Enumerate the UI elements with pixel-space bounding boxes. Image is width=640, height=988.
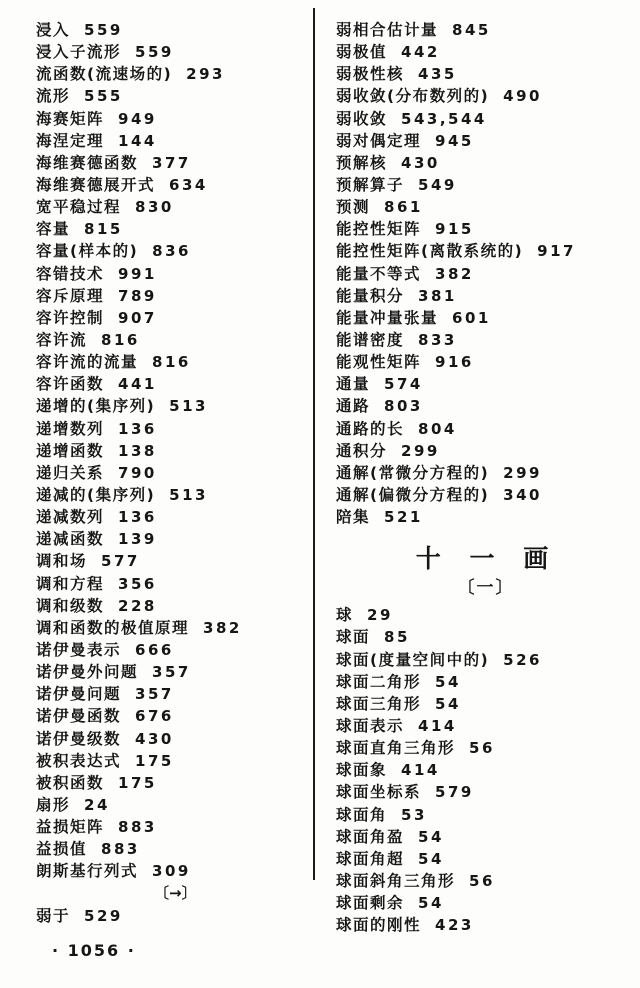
right-column-entries-bottom: [336, 604, 628, 936]
entry-page-number: 357: [135, 685, 174, 704]
entry-term: 调和级数: [36, 596, 105, 615]
entry-term: 球面象: [336, 761, 388, 780]
entry-page-number: 804: [418, 419, 457, 438]
entry-page-number: 430: [401, 153, 440, 172]
index-entry: [36, 152, 304, 174]
page-number: · 1056 ·: [52, 941, 136, 960]
entry-page-number: 816: [152, 353, 191, 372]
index-entry: [336, 759, 628, 781]
entry-term: 扇形: [36, 795, 71, 814]
entry-term: 递减数列: [36, 508, 105, 527]
index-entry: [336, 626, 628, 648]
entry-page-number: 883: [118, 818, 157, 837]
entry-term: 调和方程: [36, 574, 105, 593]
index-entry: [36, 617, 304, 639]
index-entry: [336, 351, 628, 373]
entry-term: 调和函数的极值原理: [36, 618, 190, 637]
entry-page-number: 54: [418, 849, 444, 868]
index-entry: [36, 395, 304, 417]
index-entry: [36, 639, 304, 661]
entry-page-number: 579: [435, 783, 474, 802]
entry-page-number: 559: [84, 21, 123, 39]
index-entry: [36, 440, 304, 462]
index-entry: [36, 484, 304, 506]
index-entry: [36, 750, 304, 772]
index-entry: [36, 506, 304, 528]
index-entry: [36, 351, 304, 373]
index-entry: [336, 108, 628, 130]
entry-page-number: 676: [135, 707, 174, 726]
entry-term: 球面剩余: [336, 894, 405, 913]
index-entry: [336, 870, 628, 892]
index-entry: [336, 373, 628, 395]
entry-term: 球面角盈: [336, 827, 405, 846]
continuation-marker: 〔→〕: [154, 884, 197, 903]
entry-term: 浸入子流形: [36, 43, 122, 62]
index-entry: [36, 63, 304, 85]
index-entry: [36, 683, 304, 705]
index-entry: [336, 130, 628, 152]
entry-term: 容许函数: [36, 375, 105, 394]
entry-page-number: 56: [469, 871, 495, 890]
index-entry: [36, 573, 304, 595]
entry-term: 递归关系: [36, 463, 105, 482]
left-column-entries: [36, 19, 304, 927]
right-column-entries-top: [336, 19, 628, 528]
index-entry: [336, 440, 628, 462]
entry-page-number: 136: [118, 508, 157, 527]
entry-page-number: 991: [118, 264, 157, 283]
entry-page-number: 513: [169, 485, 208, 504]
entry-term: 球面坐标系: [336, 783, 422, 802]
entry-term: 调和场: [36, 552, 88, 571]
entry-page-number: 430: [135, 729, 174, 748]
index-entry: [336, 671, 628, 693]
index-entry: [336, 737, 628, 759]
entry-page-number: 861: [384, 198, 423, 217]
entry-term: 流形: [36, 87, 71, 106]
entry-page-number: 435: [418, 65, 457, 84]
index-entry: [336, 240, 628, 262]
index-entry: [36, 373, 304, 395]
index-entry: [336, 196, 628, 218]
index-entry: [336, 892, 628, 914]
entry-term: 诺伊曼外问题: [36, 663, 139, 682]
entry-term: 容错技术: [36, 264, 105, 283]
index-entry: [336, 604, 628, 626]
entry-term: 朗斯基行列式: [36, 862, 139, 881]
entry-page-number: 441: [118, 375, 157, 394]
entry-term: 海涅定理: [36, 131, 105, 150]
index-entry: [36, 174, 304, 196]
entry-page-number: 139: [118, 530, 157, 549]
entry-term: 能量不等式: [336, 264, 422, 283]
entry-term: 球面表示: [336, 716, 405, 735]
entry-term: 球: [336, 606, 354, 625]
index-entry: [336, 804, 628, 826]
entry-page-number: 490: [503, 87, 542, 106]
entry-page-number: 54: [418, 894, 444, 913]
entry-page-number: 559: [135, 43, 174, 62]
entry-page-number: 529: [84, 906, 123, 925]
entry-page-number: 54: [435, 694, 461, 713]
entry-term: 宽平稳过程: [36, 198, 122, 217]
index-entry: [336, 715, 628, 737]
entry-term: 预解算子: [336, 175, 405, 194]
entry-term: 诺伊曼函数: [36, 707, 122, 726]
entry-page-number: 521: [384, 508, 423, 527]
entry-page-number: 845: [452, 21, 491, 39]
index-entry: [336, 63, 628, 85]
entry-term: 通积分: [336, 441, 388, 460]
entry-term: 球面: [336, 628, 371, 647]
entry-page-number: 907: [118, 308, 157, 327]
index-entry: [36, 196, 304, 218]
entry-page-number: 513: [169, 397, 208, 416]
index-entry: [336, 85, 628, 107]
index-entry: [36, 85, 304, 107]
index-entry: [36, 794, 304, 816]
index-entry: [36, 816, 304, 838]
index-entry: [36, 19, 304, 41]
index-entry: [336, 152, 628, 174]
entry-term: 通解(偏微分方程的): [336, 485, 490, 504]
index-entry: [336, 285, 628, 307]
index-entry: [336, 218, 628, 240]
entry-page-number: 917: [537, 242, 576, 261]
section-header-eleven-strokes: 十一画: [415, 544, 577, 574]
entry-page-number: 526: [503, 650, 542, 669]
entry-term: 弱极性核: [336, 65, 405, 84]
entry-term: 容斥原理: [36, 286, 105, 305]
entry-page-number: 830: [135, 198, 174, 217]
entry-term: 球面的刚性: [336, 916, 422, 935]
index-entry: [36, 263, 304, 285]
entry-term: 弱于: [36, 906, 71, 925]
entry-term: 能控性矩阵(离散系统的): [336, 242, 524, 261]
column-divider: [313, 8, 315, 880]
index-entry: [336, 462, 628, 484]
subsection-header-one: 〔一〕: [457, 578, 515, 599]
entry-term: 递增函数: [36, 441, 105, 460]
entry-term: 球面斜角三角形: [336, 871, 456, 890]
index-entry: [36, 838, 304, 860]
entry-term: 海维赛德函数: [36, 153, 139, 172]
entry-term: 诺伊曼问题: [36, 685, 122, 704]
index-entry: [36, 329, 304, 351]
entry-term: 被积表达式: [36, 751, 122, 770]
index-entry: [36, 462, 304, 484]
entry-page-number: 24: [84, 795, 110, 814]
index-entry: [36, 307, 304, 329]
index-entry: [336, 781, 628, 803]
entry-page-number: 56: [469, 739, 495, 758]
entry-page-number: 634: [169, 175, 208, 194]
entry-term: 诺伊曼表示: [36, 640, 122, 659]
index-entry: [336, 19, 628, 41]
entry-term: 弱相合估计量: [336, 21, 439, 39]
entry-term: 流函数(流速场的): [36, 65, 173, 84]
entry-term: 球面角超: [336, 849, 405, 868]
index-entry: [36, 41, 304, 63]
entry-page-number: 228: [118, 596, 157, 615]
entry-page-number: 136: [118, 419, 157, 438]
entry-page-number: 54: [435, 672, 461, 691]
entry-term: 球面直角三角形: [336, 739, 456, 758]
entry-page-number: 175: [118, 773, 157, 792]
index-entry: [36, 728, 304, 750]
entry-term: 球面(度量空间中的): [336, 650, 490, 669]
entry-page-number: 423: [435, 916, 474, 935]
entry-term: 陪集: [336, 508, 371, 527]
index-entry: [36, 240, 304, 262]
index-entry: [336, 174, 628, 196]
entry-term: 递增数列: [36, 419, 105, 438]
entry-page-number: 138: [118, 441, 157, 460]
entry-page-number: 945: [435, 131, 474, 150]
entry-page-number: 85: [384, 628, 410, 647]
index-entry: [36, 218, 304, 240]
index-entry: [36, 285, 304, 307]
entry-page-number: 381: [418, 286, 457, 305]
entry-term: 海维赛德展开式: [36, 175, 156, 194]
entry-page-number: 949: [118, 109, 157, 128]
entry-page-number: 789: [118, 286, 157, 305]
entry-page-number: 382: [435, 264, 474, 283]
entry-page-number: 299: [401, 441, 440, 460]
entry-page-number: 414: [401, 761, 440, 780]
index-entry: [36, 550, 304, 572]
entry-term: 弱收敛(分布数列的): [336, 87, 490, 106]
entry-term: 容许控制: [36, 308, 105, 327]
entry-term: 弱收敛: [336, 109, 388, 128]
entry-term: 球面三角形: [336, 694, 422, 713]
index-entry: [36, 905, 304, 927]
entry-page-number: 803: [384, 397, 423, 416]
index-entry: [336, 329, 628, 351]
entry-page-number: 357: [152, 663, 191, 682]
entry-page-number: 577: [101, 552, 140, 571]
index-entry: [36, 595, 304, 617]
entry-term: 浸入: [36, 21, 71, 39]
index-entry: [36, 130, 304, 152]
entry-term: 通解(常微分方程的): [336, 463, 490, 482]
entry-term: 递增的(集序列): [36, 397, 156, 416]
entry-term: 能谱密度: [336, 330, 405, 349]
entry-page-number: 883: [101, 840, 140, 859]
entry-page-number: 175: [135, 751, 174, 770]
entry-term: 能量积分: [336, 286, 405, 305]
entry-page-number: 377: [152, 153, 191, 172]
entry-term: 容量(样本的): [36, 242, 139, 261]
index-entry: [36, 108, 304, 130]
index-entry: [336, 506, 628, 528]
index-entry: [336, 484, 628, 506]
entry-page-number: 293: [186, 65, 225, 84]
entry-term: 容许流的流量: [36, 353, 139, 372]
entry-page-number: 309: [152, 862, 191, 881]
left-column: [36, 19, 304, 927]
entry-page-number: 54: [418, 827, 444, 846]
entry-term: 弱对偶定理: [336, 131, 422, 150]
index-entry: [36, 661, 304, 683]
entry-term: 通量: [336, 375, 371, 394]
entry-term: 容量: [36, 220, 71, 239]
entry-term: 通路的长: [336, 419, 405, 438]
index-entry: [336, 395, 628, 417]
index-entry: [36, 528, 304, 550]
entry-page-number: 53: [401, 805, 427, 824]
index-entry: [336, 649, 628, 671]
entry-term: 能控性矩阵: [336, 220, 422, 239]
entry-page-number: 29: [367, 606, 393, 625]
entry-term: 递减的(集序列): [36, 485, 156, 504]
entry-page-number: 340: [503, 485, 542, 504]
entry-page-number: 833: [418, 330, 457, 349]
index-entry: [336, 418, 628, 440]
entry-page-number: 414: [418, 716, 457, 735]
entry-term: 预测: [336, 198, 371, 217]
index-entry: [36, 860, 304, 882]
entry-page-number: 549: [418, 175, 457, 194]
entry-page-number: 574: [384, 375, 423, 394]
entry-page-number: 666: [135, 640, 174, 659]
entry-page-number: 916: [435, 353, 474, 372]
entry-term: 被积函数: [36, 773, 105, 792]
entry-term: 益损矩阵: [36, 818, 105, 837]
entry-page-number: 836: [152, 242, 191, 261]
index-entry: [36, 772, 304, 794]
entry-term: 预解核: [336, 153, 388, 172]
entry-term: 海赛矩阵: [36, 109, 105, 128]
entry-page-number: 382: [203, 618, 242, 637]
entry-page-number: 915: [435, 220, 474, 239]
entry-page-number: 816: [101, 330, 140, 349]
index-entry: [336, 848, 628, 870]
entry-page-number: 356: [118, 574, 157, 593]
index-entry: [336, 826, 628, 848]
index-entry: [336, 914, 628, 936]
entry-page-number: 442: [401, 43, 440, 62]
entry-term: 球面角: [336, 805, 388, 824]
entry-page-number: 815: [84, 220, 123, 239]
entry-term: 能量冲量张量: [336, 308, 439, 327]
entry-term: 球面二角形: [336, 672, 422, 691]
entry-term: 通路: [336, 397, 371, 416]
entry-page-number: 543,544: [401, 109, 487, 128]
entry-term: 容许流: [36, 330, 88, 349]
index-entry: [336, 41, 628, 63]
entry-term: 弱极值: [336, 43, 388, 62]
entry-page-number: 601: [452, 308, 491, 327]
index-entry: [36, 418, 304, 440]
entry-term: 益损值: [36, 840, 88, 859]
right-column: [336, 19, 628, 936]
index-entry: [336, 263, 628, 285]
entry-page-number: 790: [118, 463, 157, 482]
index-entry: [336, 307, 628, 329]
entry-term: 递减函数: [36, 530, 105, 549]
index-entry: [336, 693, 628, 715]
entry-page-number: 144: [118, 131, 157, 150]
index-entry: [36, 705, 304, 727]
entry-term: 诺伊曼级数: [36, 729, 122, 748]
entry-page-number: 299: [503, 463, 542, 482]
entry-term: 能观性矩阵: [336, 353, 422, 372]
entry-page-number: 555: [84, 87, 123, 106]
